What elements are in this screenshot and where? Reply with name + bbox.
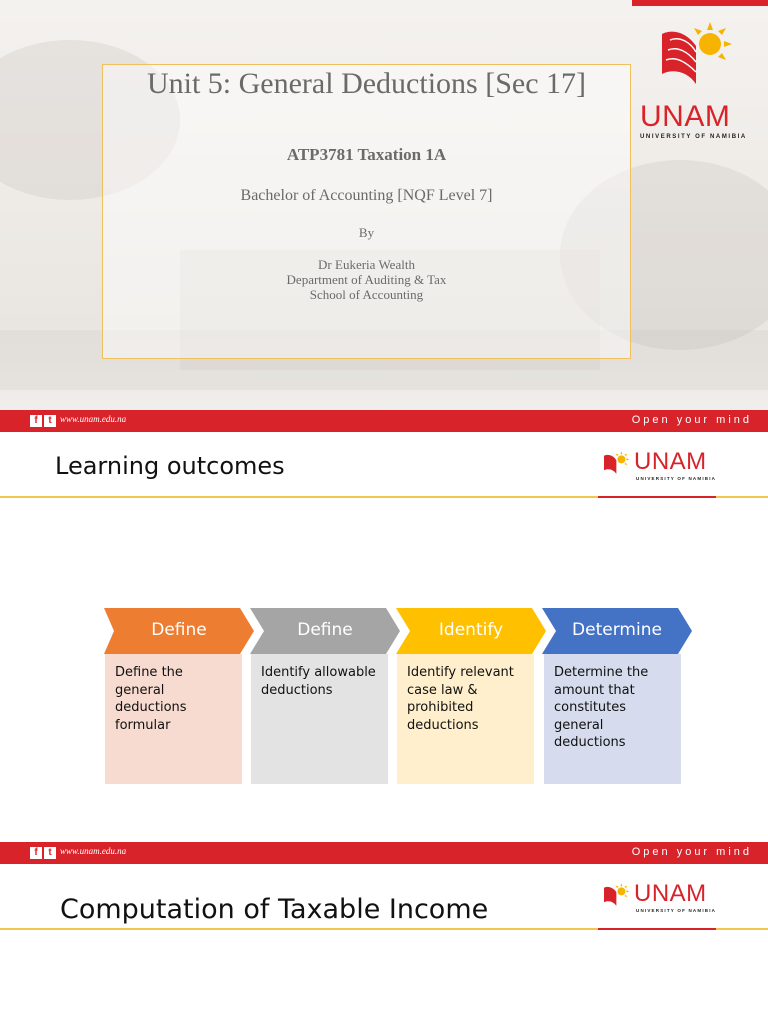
step-1-title: Define xyxy=(151,620,207,640)
slide-title: Learning outcomes xyxy=(55,452,285,480)
step-3-header xyxy=(396,608,546,654)
step-2-header xyxy=(250,608,400,654)
department-name: Department of Auditing & Tax xyxy=(286,272,447,287)
social-icons xyxy=(30,415,56,427)
author-name: Dr Eukeria Wealth xyxy=(318,257,415,272)
title-divider-accent xyxy=(598,928,716,930)
logo-subtitle: UNIVERSITY OF NAMIBIA xyxy=(636,908,717,913)
step-3-title: Identify xyxy=(438,620,504,640)
website-link[interactable]: www.unam.edu.na xyxy=(60,846,127,856)
step-3-body: Identify relevant case law & prohibited deductions xyxy=(397,654,534,784)
logo-wordmark: UNAM xyxy=(634,448,707,475)
facebook-icon[interactable]: f xyxy=(30,415,42,427)
learning-outcomes-slide xyxy=(0,432,768,864)
course-code: ATP3781 Taxation 1A xyxy=(286,145,447,164)
footer-bar xyxy=(0,842,768,864)
facebook-icon[interactable]: f xyxy=(30,847,42,859)
website-link[interactable]: www.unam.edu.na xyxy=(60,414,127,424)
step-4-header xyxy=(542,608,692,654)
step-4-title: Determine xyxy=(572,620,662,640)
logo-subtitle: UNIVERSITY OF NAMIBIA xyxy=(640,134,747,140)
computation-slide xyxy=(0,864,768,1024)
unam-emblem-icon xyxy=(640,22,750,97)
logo-wordmark: UNAM xyxy=(634,880,707,907)
unam-logo xyxy=(640,22,750,140)
step-1-body: Define the general deductions formular xyxy=(105,654,242,784)
step-4-body: Determine the amount that constitutes general deductions xyxy=(544,654,681,784)
tagline: Open your mind xyxy=(631,846,752,858)
logo-subtitle: UNIVERSITY OF NAMIBIA xyxy=(636,476,717,481)
slide-title: Computation of Taxable Income xyxy=(60,894,489,925)
degree-text: Bachelor of Accounting [NQF Level 7] xyxy=(240,187,493,204)
school-name: School of Accounting xyxy=(309,287,424,302)
step-1-header xyxy=(104,608,254,654)
title-slide xyxy=(0,0,768,432)
tagline: Open your mind xyxy=(631,414,752,426)
top-accent-bar xyxy=(632,0,768,6)
twitter-icon[interactable]: t xyxy=(44,847,56,859)
step-2-title: Define xyxy=(297,620,353,640)
footer-bar xyxy=(0,410,768,432)
by-text: By xyxy=(358,225,375,240)
step-2-body: Identify allowable deductions xyxy=(251,654,388,784)
slide-title: Unit 5: General Deductions [Sec 17] xyxy=(146,67,587,100)
logo-wordmark: UNAM xyxy=(640,100,731,133)
title-divider-accent xyxy=(598,496,716,498)
author-block xyxy=(103,257,630,302)
twitter-icon[interactable]: t xyxy=(44,415,56,427)
social-icons xyxy=(30,847,56,859)
unam-emblem-icon xyxy=(596,446,636,484)
title-box xyxy=(102,64,631,359)
unam-emblem-icon xyxy=(596,878,636,916)
